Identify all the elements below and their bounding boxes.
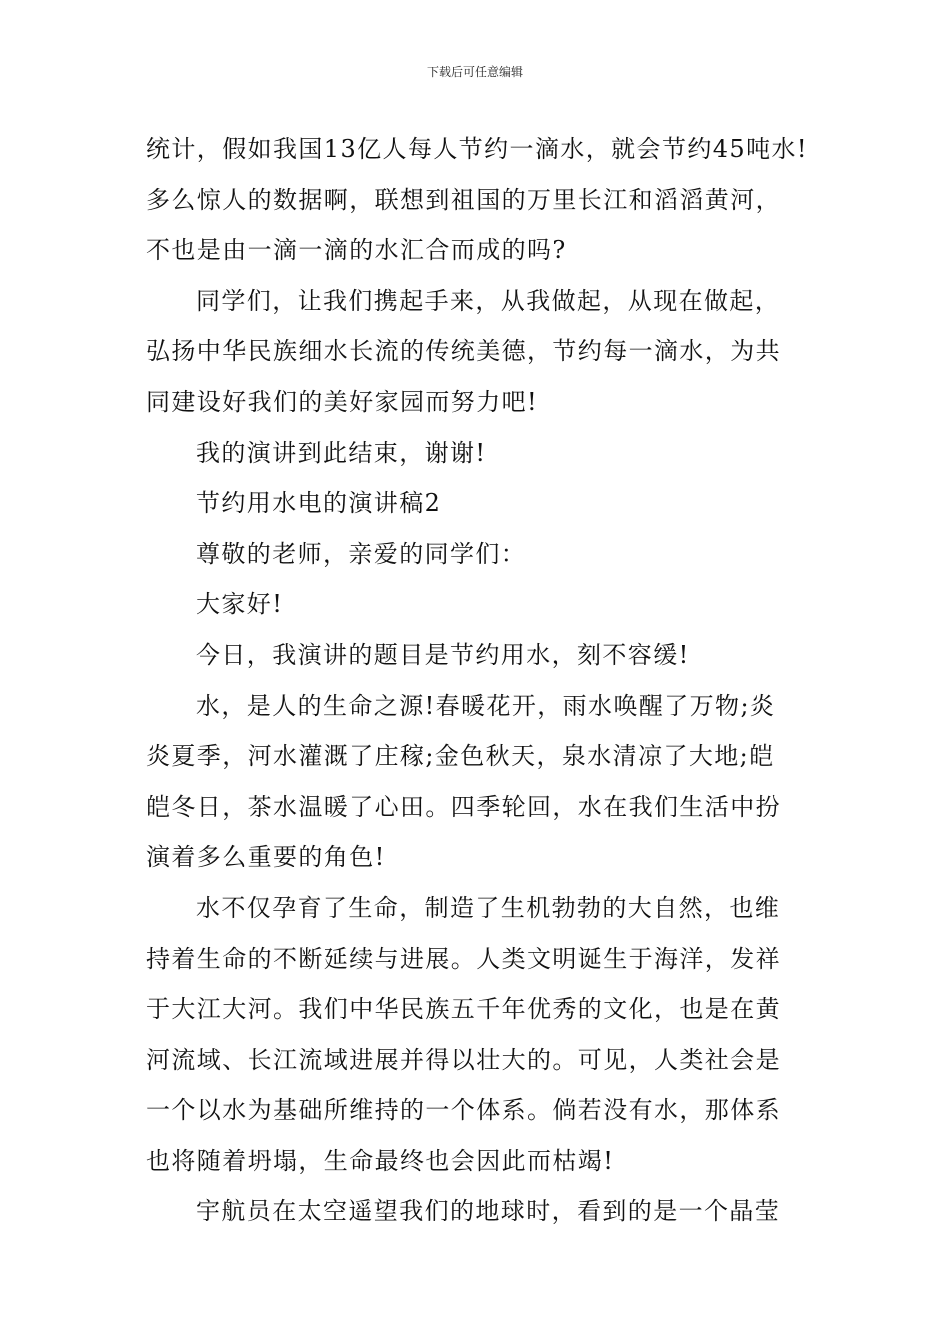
paragraph-first-line: 水，是人的生命之源!春暖花开，雨水唤醒了万物;炎 [196, 691, 776, 720]
paragraph-line: 于大江大河。我们中华民族五千年优秀的文化，也是在黄 [146, 995, 781, 1024]
document-body [146, 124, 816, 1237]
paragraph-line: 一个以水为基础所维持的一个体系。倘若没有水，那体系 [146, 1096, 781, 1125]
paragraph-first-line: 节约用水电的演讲稿2 [196, 489, 442, 518]
paragraph-line: 多么惊人的数据啊，联想到祖国的万里长江和滔滔黄河， [146, 185, 781, 214]
paragraph-first-line: 水不仅孕育了生命，制造了生机勃勃的大自然，也维 [196, 893, 781, 922]
paragraph-first-line: 宇航员在太空遥望我们的地球时，看到的是一个晶莹 [196, 1197, 781, 1226]
paragraph-first-line: 今日，我演讲的题目是节约用水，刻不容缓! [196, 640, 690, 669]
paragraph-line: 统计，假如我国13亿人每人节约一滴水，就会节约45吨水! [146, 135, 808, 163]
page-header: 下载后可任意编辑 [426, 65, 523, 79]
paragraph-line: 同建设好我们的美好家园而努力吧! [146, 387, 539, 416]
paragraph-first-line: 同学们，让我们携起手来，从我做起，从现在做起， [196, 286, 781, 315]
paragraph-line: 演着多么重要的角色! [146, 843, 386, 872]
paragraph-first-line: 大家好! [196, 590, 284, 619]
paragraph-line: 弘扬中华民族细水长流的传统美德，节约每一滴水，为共 [146, 337, 781, 366]
paragraph-line: 不也是由一滴一滴的水汇合而成的吗? [146, 236, 567, 265]
paragraph-first-line: 我的演讲到此结束，谢谢! [196, 438, 487, 467]
paragraph-line: 皑冬日，茶水温暖了心田。四季轮回，水在我们生活中扮 [146, 792, 781, 821]
paragraph-line: 炎夏季，河水灌溉了庄稼;金色秋天，泉水清凉了大地;皑 [146, 742, 775, 771]
paragraph-line: 河流域、长江流域进展并得以壮大的。可见，人类社会是 [146, 1045, 781, 1074]
paragraph-line: 持着生命的不断延续与进展。人类文明诞生于海洋，发祥 [146, 944, 781, 973]
paragraph-line: 也将随着坍塌，生命最终也会因此而枯竭! [146, 1146, 615, 1175]
paragraph-first-line: 尊敬的老师，亲爱的同学们： [196, 539, 527, 568]
